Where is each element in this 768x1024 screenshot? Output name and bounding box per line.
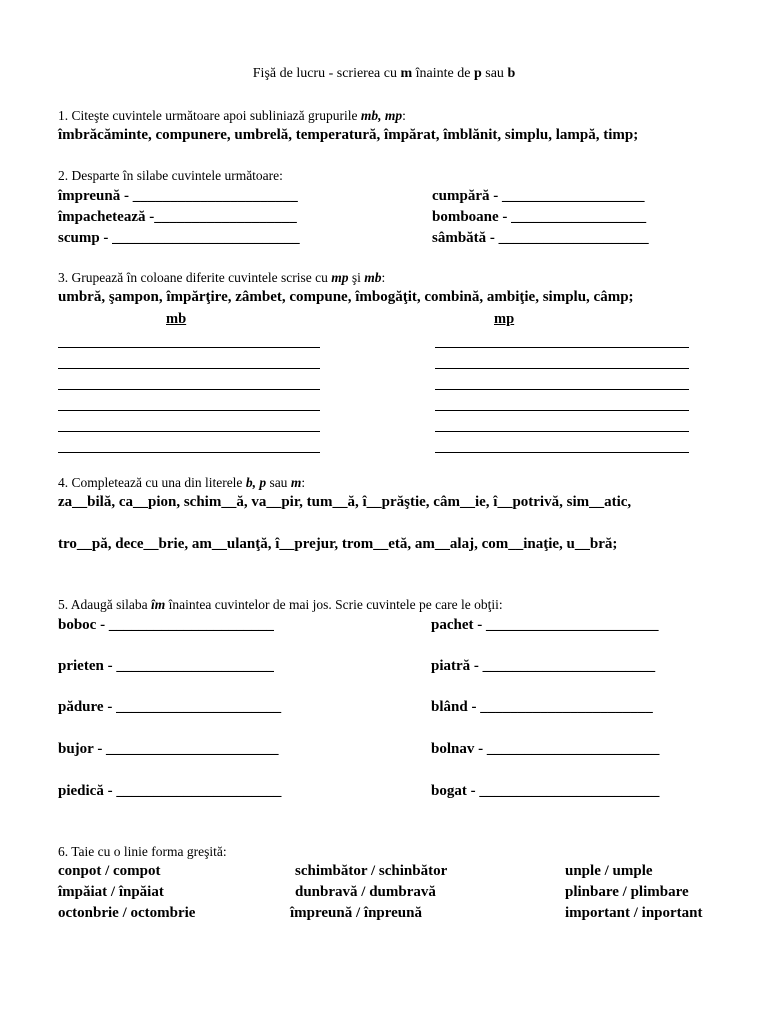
ex3-instruction xyxy=(58,271,385,285)
ex1-instr-colon: : xyxy=(402,108,406,123)
ex2-right-item: bomboane - __________________ xyxy=(432,209,647,225)
ex4-instr-text: 4. Completează cu una din literele xyxy=(58,475,246,490)
ex3-instr-mp: mp xyxy=(331,270,349,285)
ex1-words: îmbrăcăminte, compunere, umbrelă, temperatură, împărat, îmblănit, simplu, lampă, timp; xyxy=(58,127,639,143)
ex3-instr-and: şi xyxy=(348,270,365,285)
ex3-mp-answer-line[interactable] xyxy=(435,368,689,369)
ex4-instr-m: m xyxy=(290,475,302,490)
ex4-instr-colon: : xyxy=(301,475,306,490)
ex3-mb-answer-line[interactable] xyxy=(58,431,320,432)
title-letter-b: b xyxy=(507,66,516,81)
ex2-left-item: scump - _________________________ xyxy=(58,230,300,246)
ex3-mb-answer-line[interactable] xyxy=(58,410,320,411)
ex3-mp-answer-line[interactable] xyxy=(435,452,689,453)
ex2-right-item: sâmbătă - ____________________ xyxy=(432,230,649,246)
ex5-left-item: boboc - ______________________ xyxy=(58,617,274,633)
ex3-column-header-mb: mb xyxy=(166,311,187,327)
title-text-mid: înainte de xyxy=(412,66,474,81)
ex2-left-item: împachetează -___________________ xyxy=(58,209,297,225)
ex3-mp-answer-line[interactable] xyxy=(435,410,689,411)
ex4-instruction xyxy=(58,476,305,490)
ex5-instruction xyxy=(58,598,503,612)
ex6-pair: împăiat / înpăiat xyxy=(58,884,164,900)
ex5-instr-rest: înaintea cuvintelor de mai jos. Scrie cuvintele pe care le obţii: xyxy=(165,597,503,612)
ex3-mb-answer-line[interactable] xyxy=(58,452,320,453)
ex3-mb-answer-line[interactable] xyxy=(58,389,320,390)
title-letter-p: p xyxy=(473,66,482,81)
ex3-mp-answer-line[interactable] xyxy=(435,389,689,390)
ex5-instr-syllable: îm xyxy=(150,597,166,612)
ex6-pair: important / inportant xyxy=(565,905,703,921)
ex5-right-item: piatră - _______________________ xyxy=(431,658,656,674)
ex6-instruction: 6. Taie cu o linie forma greşită: xyxy=(58,844,227,859)
ex3-mp-answer-line[interactable] xyxy=(435,431,689,432)
ex3-mb-answer-line[interactable] xyxy=(58,347,320,348)
ex4-instr-letters: b, p xyxy=(245,475,267,490)
ex1-instr-text: 1. Citeşte cuvintele următoare apoi subliniază grupurile xyxy=(58,108,361,123)
ex6-pair: conpot / compot xyxy=(58,863,161,879)
ex1-instr-groups: mb, mp xyxy=(360,108,403,123)
ex5-right-item: pachet - _______________________ xyxy=(431,617,659,633)
title-text: Fişă de lucru - scrierea cu xyxy=(252,66,401,81)
ex2-right-item: cumpără - ___________________ xyxy=(432,188,645,204)
ex1-instruction xyxy=(58,109,406,123)
ex5-left-item: bujor - _______________________ xyxy=(58,741,279,757)
ex4-instr-or: sau xyxy=(266,475,291,490)
ex3-mb-answer-line[interactable] xyxy=(58,368,320,369)
ex5-right-item: blând - _______________________ xyxy=(431,699,653,715)
title-letter-m: m xyxy=(400,66,413,81)
page-title xyxy=(0,67,768,81)
ex3-instr-colon: : xyxy=(381,270,386,285)
ex6-pair: octonbrie / octombrie xyxy=(58,905,196,921)
ex6-pair: unple / umple xyxy=(565,863,653,879)
ex6-pair: schimbător / schinbător xyxy=(295,863,448,879)
ex3-instr-text: 3. Grupează în coloane diferite cuvintele scrise cu xyxy=(58,270,332,285)
ex5-right-item: bogat - ________________________ xyxy=(431,783,660,799)
ex6-pair: dunbravă / dumbravă xyxy=(295,884,436,900)
ex6-pair: plinbare / plimbare xyxy=(565,884,689,900)
ex2-left-item: împreună - ______________________ xyxy=(58,188,298,204)
ex3-column-header-mp: mp xyxy=(494,311,515,327)
ex5-instr-text: 5. Adaugă silaba xyxy=(58,597,151,612)
ex5-left-item: piedică - ______________________ xyxy=(58,783,282,799)
ex2-instruction: 2. Desparte în silabe cuvintele următoare: xyxy=(58,168,283,183)
ex3-mp-answer-line[interactable] xyxy=(435,347,689,348)
ex3-words: umbră, şampon, împărţire, zâmbet, compune, îmbogăţit, combină, ambiţie, simplu, câmp; xyxy=(58,289,634,305)
ex4-fill-line: za__bilă, ca__pion, schim__ă, va__pir, tum__ă, î__prăştie, câm__ie, î__potrivă, sim__atic, xyxy=(58,494,632,510)
ex6-pair: împreună / înpreună xyxy=(290,905,422,921)
ex3-instr-mb: mb xyxy=(364,270,382,285)
title-text-sau: sau xyxy=(481,66,508,81)
ex4-fill-line: tro__pă, dece__brie, am__ulanţă, î__prejur, trom__etă, am__alaj, com__inaţie, u__bră; xyxy=(58,536,618,552)
ex5-left-item: prieten - _____________________ xyxy=(58,658,274,674)
ex5-left-item: pădure - ______________________ xyxy=(58,699,282,715)
ex5-right-item: bolnav - _______________________ xyxy=(431,741,660,757)
